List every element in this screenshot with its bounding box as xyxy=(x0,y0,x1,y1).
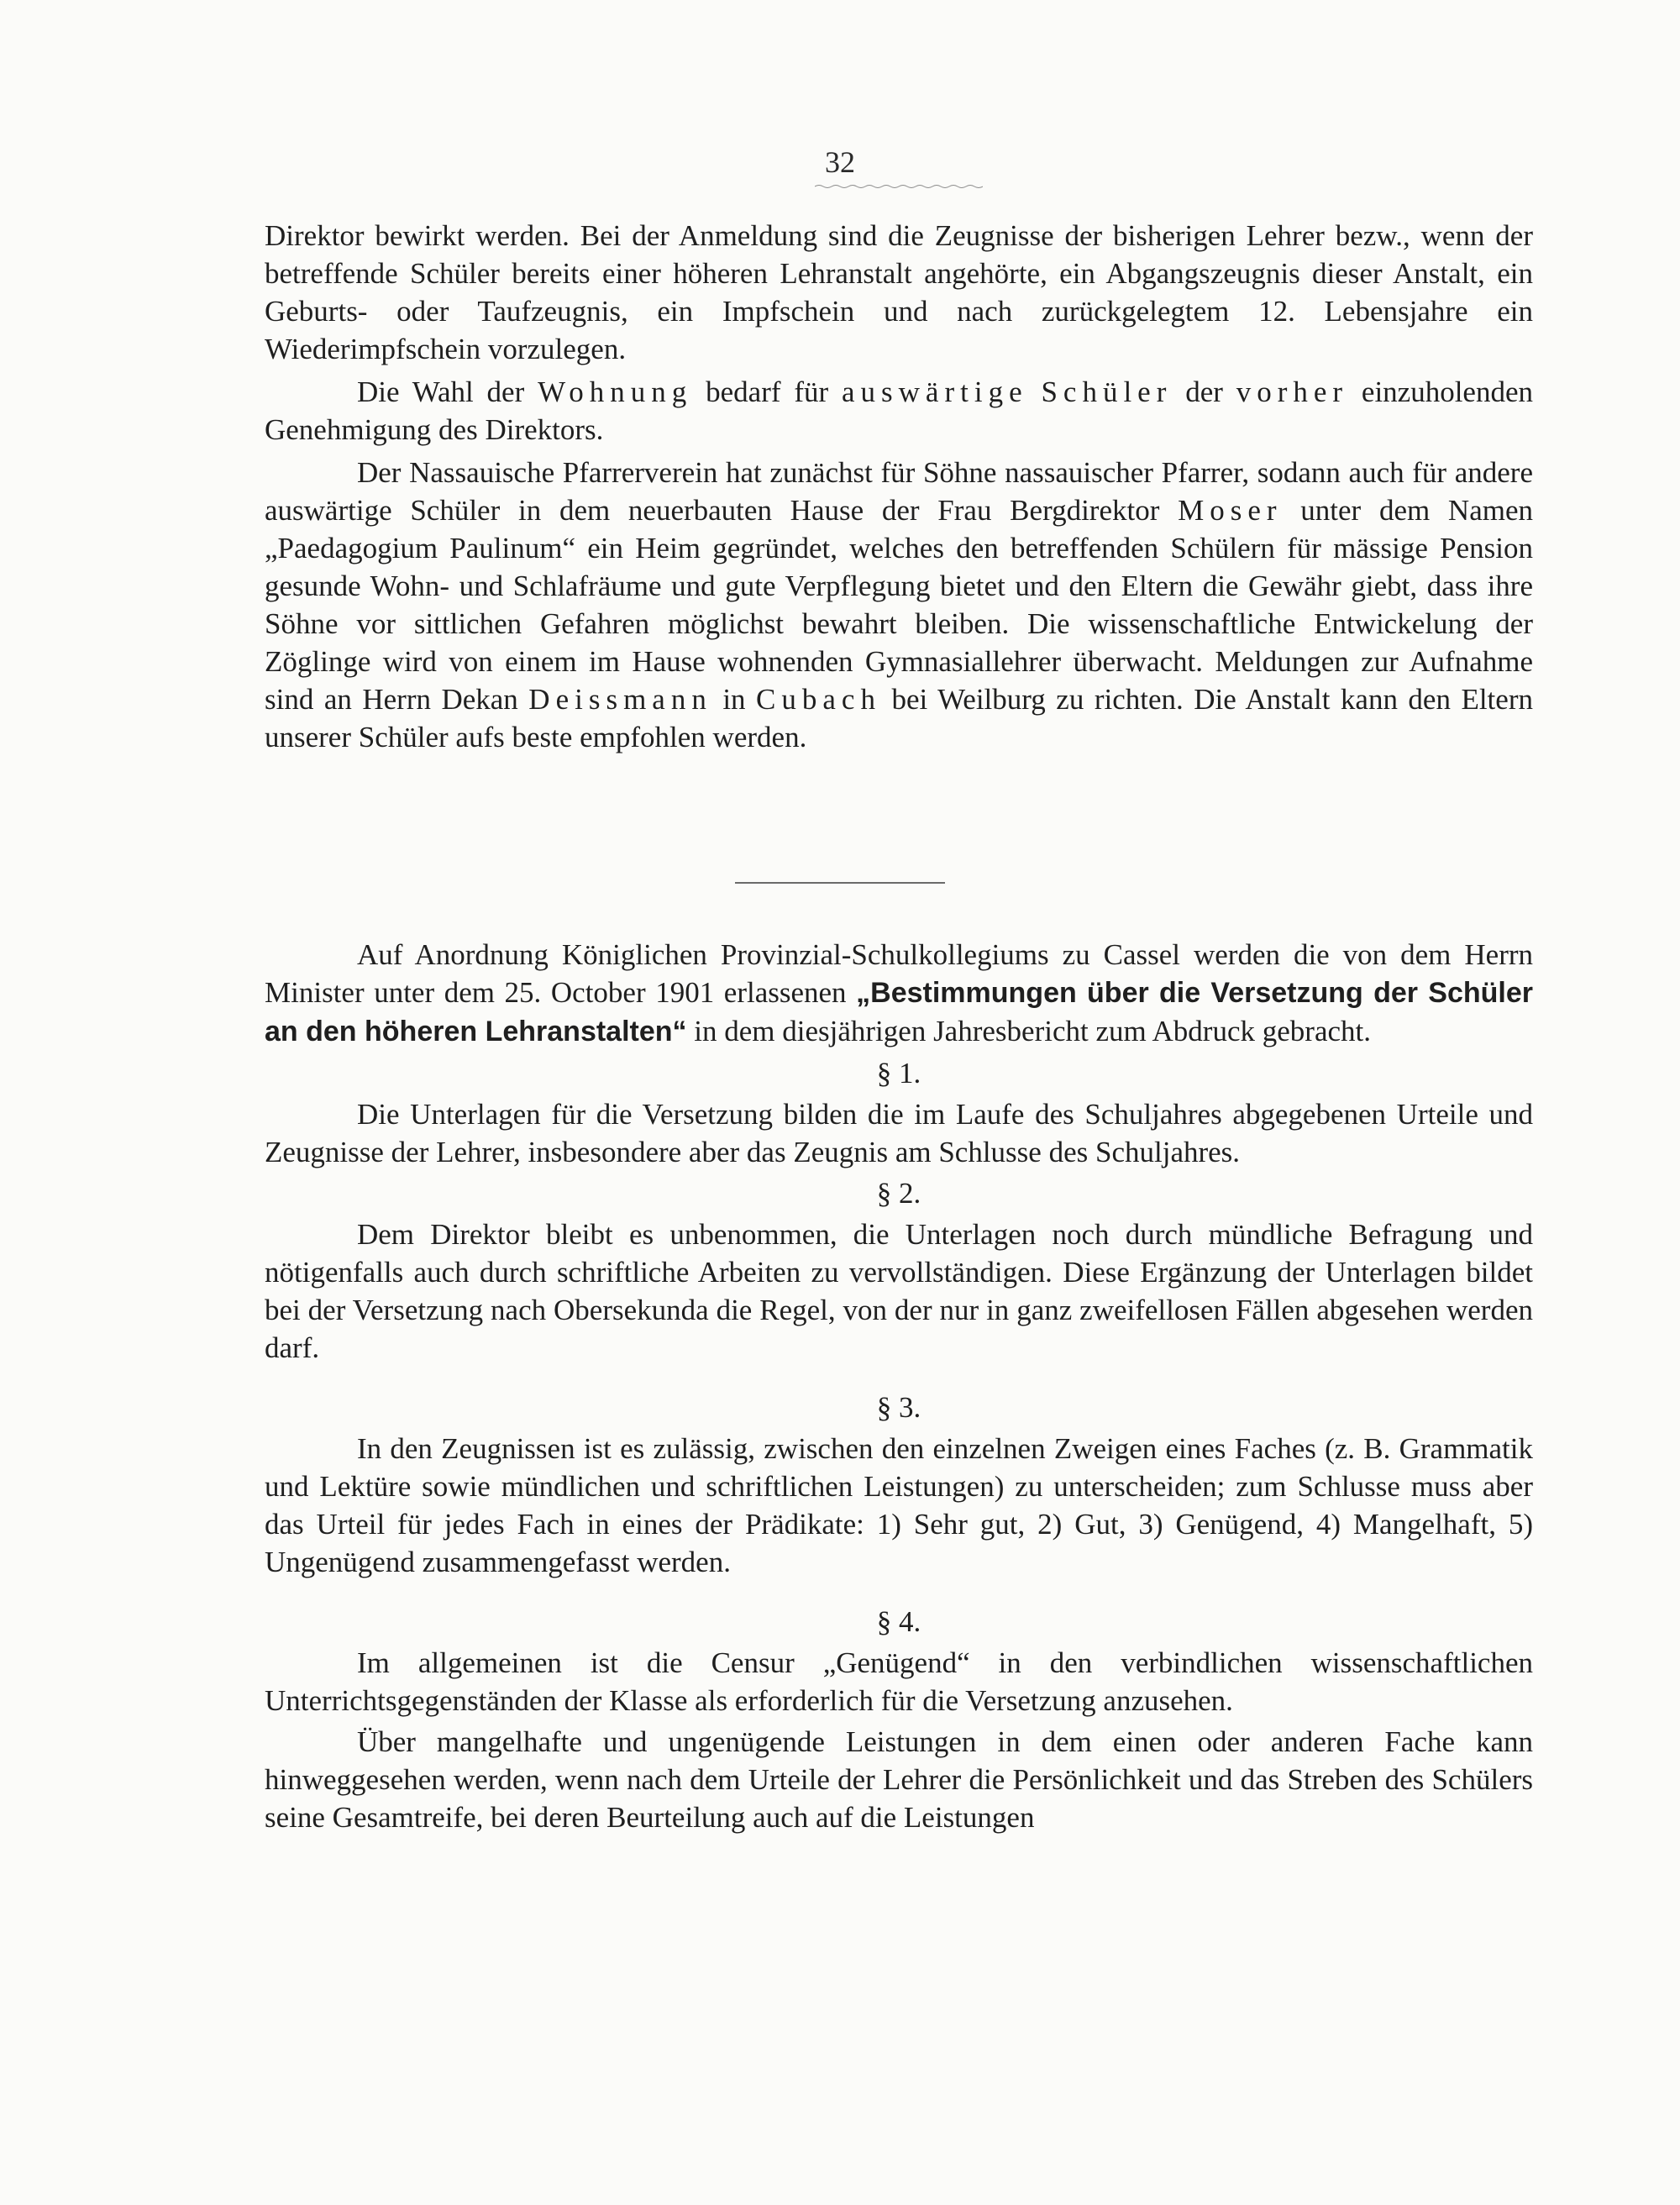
paragraph-registration: Direktor bewirkt werden. Bei der Anmeldung sind die Zeugnisse der bisherigen Lehrer bezw., wenn der betreffende Schüler bereits einer höheren Lehranstalt angehörte, ein Abgangszeugnis dieser Anstalt, ein Geburts- oder Taufzeugnis, ein Impfschein und nach zurückgelegtem 12. Lebensjahre ein Wiederimpfschein vorzulegen. xyxy=(265,219,1533,365)
page-number-ornament xyxy=(815,184,983,189)
spaced-word: Moser xyxy=(1178,494,1283,527)
section-4-paragraph-2: Über mangelhafte und ungenügende Leistungen in dem einen oder anderen Fache kann hinweggesehen werden, wenn nach dem Urteile der Lehrer die Persönlichkeit und das Streben des Schülers seine Gesamtreife, bei deren Beurteilung auch auf die Leistungen xyxy=(265,1725,1533,1834)
section-4-paragraph-1: Im allgemeinen ist die Censur „Genügend“ in den verbindlichen wissenschaftlichen Unterrichtsgegenständen der Klasse als erforderlich für die Versetzung anzusehen. xyxy=(265,1646,1533,1717)
section-heading-2: § 2. xyxy=(876,1177,921,1210)
page-number: 32 xyxy=(825,145,855,179)
spaced-word: auswärtige xyxy=(842,375,1028,408)
paragraph-intro: Auf Anordnung Königlichen Provinzial-Schulkollegiums zu Cassel werden die von dem Herrn Minister unter dem 25. October 1901 erlassenen „Bestimmungen über die Versetzung der Schüler an den höheren Lehranstalten“ in dem diesjährigen Jahresbericht zum Abdruck gebracht. xyxy=(265,938,1533,1047)
section-divider xyxy=(735,882,945,884)
paragraph-pfarrerverein: Der Nassauische Pfarrerverein hat zunächst für Söhne nassauischer Pfarrer, sodann auch für andere auswärtige Schüler in dem neuerbauten Hause der Frau Bergdirektor Moser unter dem Namen „Paedagogium Paulinum“ ein Heim gegründet, welches den betreffenden Schülern für mässige Pension gesunde Wohn- und Schlafräume und gute Verpflegung bietet und den Eltern die Gewähr giebt, dass ihre Söhne vor sittlichen Gefahren möglichst bewahrt bleiben. Die wissenschaftliche Entwickelung der Zöglinge wird von einem im Hause wohnenden Gymnasiallehrer überwacht. Meldungen zur Aufnahme sind an Herrn Dekan Deissmann in Cubach bei Weilburg zu richten. Die Anstalt kann den Eltern unserer Schüler aufs beste empfohlen werden. xyxy=(265,456,1534,753)
spaced-word: Deissmann xyxy=(528,683,712,716)
spaced-word: Cubach xyxy=(756,683,881,716)
section-1-paragraph: Die Unterlagen für die Versetzung bilden die im Laufe des Schuljahres abgegebenen Urteile und Zeugnisse der Lehrer, insbesondere aber das Zeugnis am Schlusse des Schuljahres. xyxy=(265,1098,1533,1168)
paragraph-housing: Die Wahl der Wohnung bedarf für auswärtige Schüler der vorher einzuholenden Genehmigung des Direktors. xyxy=(265,375,1533,446)
spaced-word: Wohnung xyxy=(538,375,693,408)
section-2-paragraph: Dem Direktor bleibt es unbenommen, die Unterlagen noch durch mündliche Befragung und nötigenfalls auch durch schriftliche Arbeiten zu vervollständigen. Diese Ergänzung der Unterlagen bildet bei der Versetzung nach Obersekunda die Regel, von der nur in ganz zweifellosen Fällen abgesehen werden darf. xyxy=(265,1218,1533,1364)
section-heading-1: § 1. xyxy=(876,1057,921,1089)
top-text-block xyxy=(265,217,1533,756)
section-heading-3: § 3. xyxy=(876,1391,921,1424)
spaced-word: Schüler xyxy=(1041,375,1173,408)
spaced-word: vorher xyxy=(1236,375,1349,408)
bottom-text-block xyxy=(265,936,1533,1836)
regulation-title: „Bestimmungen über die Versetzung der Schüler an den höheren Lehranstalten“ xyxy=(265,977,1533,1047)
section-heading-4: § 4. xyxy=(876,1605,921,1638)
section-3-paragraph: In den Zeugnissen ist es zulässig, zwischen den einzelnen Zweigen eines Faches (z. B. Grammatik und Lektüre sowie mündlichen und schriftlichen Leistungen) zu unterscheiden; zum Schlusse muss aber das Urteil für jedes Fach in eines der Prädikate: 1) Sehr gut, 2) Gut, 3) Genügend, 4) Mangelhaft, 5) Ungenügend zusammengefasst werden. xyxy=(265,1432,1533,1578)
